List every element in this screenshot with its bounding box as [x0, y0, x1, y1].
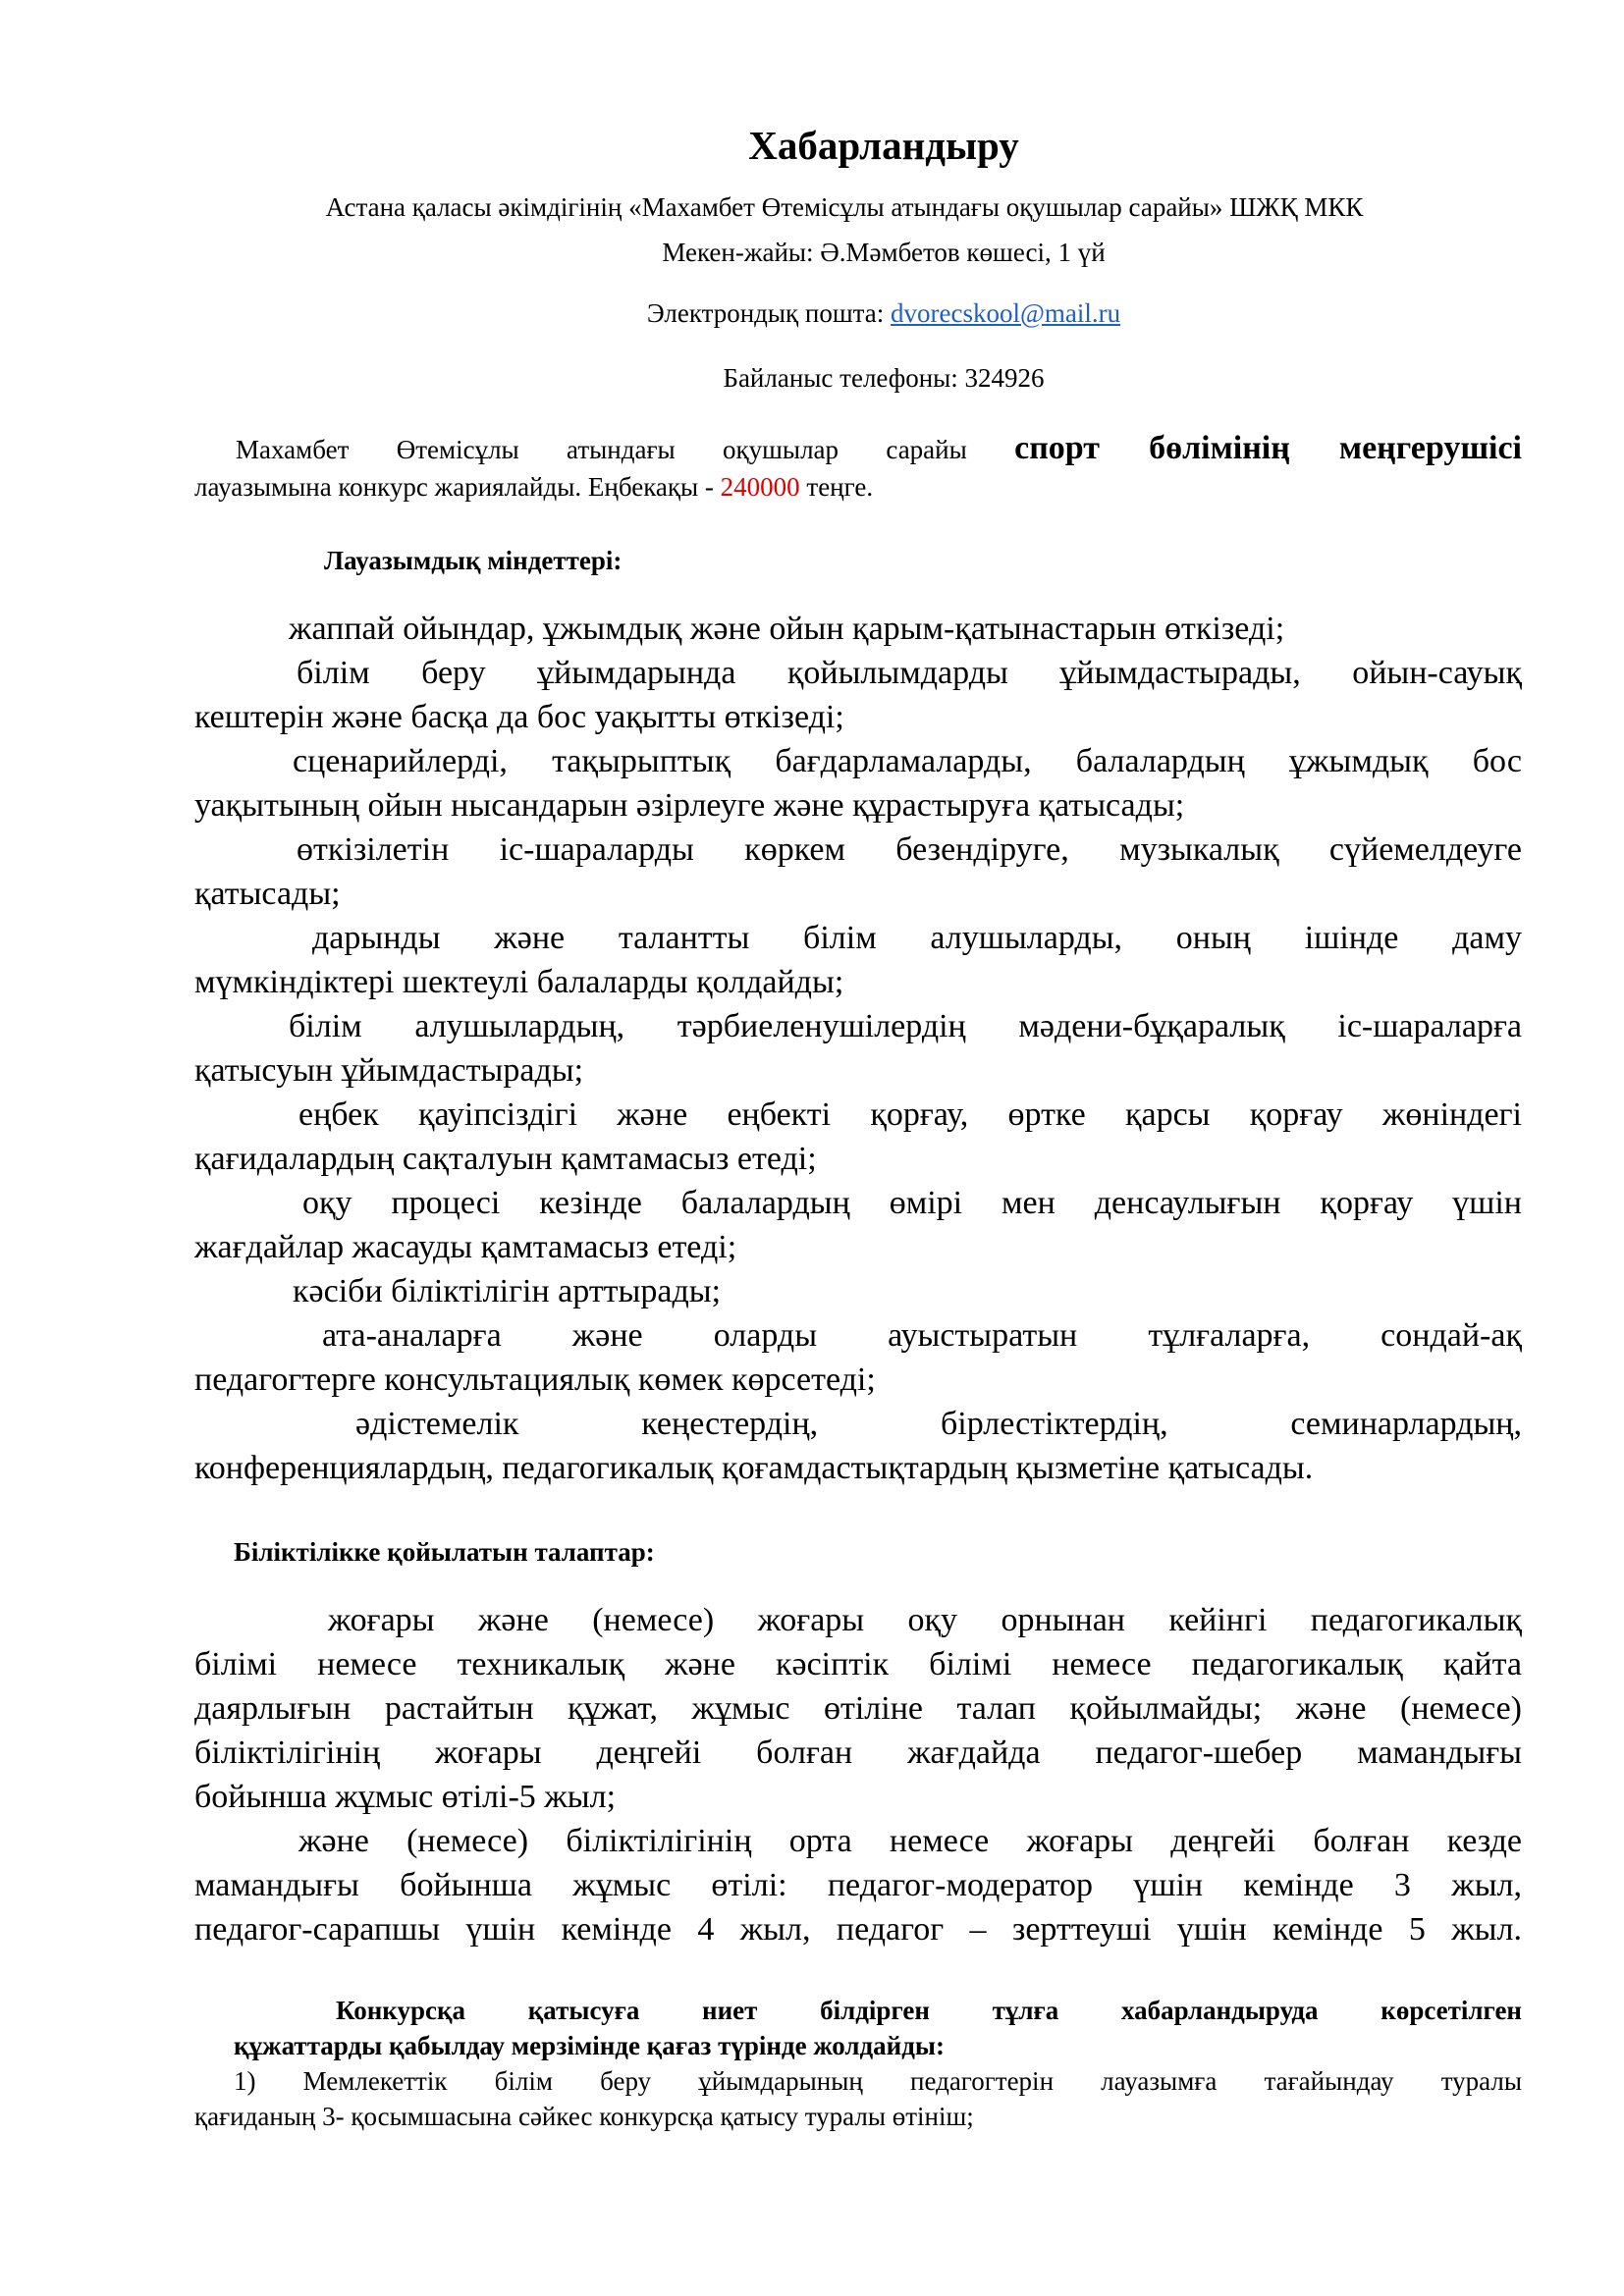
duty-item: білім беру ұйымдарында қойылымдарды ұйымдастырады, ойын-сауық кештерін және басқа да бос уақытты өткізеді;	[194, 655, 1522, 735]
organization-line: Астана қаласы әкімдігінің «Махамбет Өтемісұлы атындағы оқушылар сарайы» ШЖҚ МКК	[325, 192, 1364, 222]
duty-item: жаппай ойындар, ұжымдық және ойын қарым-қатынастарын өткізеді;	[289, 611, 1285, 647]
duty-item: дарынды және талантты білім алушыларды, оның ішінде даму мүмкіндіктері шектеулі балаларды қолдайды;	[194, 920, 1522, 1000]
duty-item: еңбек қауіпсіздігі және еңбекті қорғау, өртке қарсы қорғау жөніндегі қағидалардың сақталуын қамтамасыз етеді;	[194, 1096, 1522, 1177]
duty-item: өткізілетін іс-шараларды көркем безендіруге, музыкалық сүйемелдеуге қатысады;	[194, 831, 1522, 912]
duties-list	[194, 607, 1522, 1490]
intro-paragraph	[194, 428, 1522, 504]
email-line	[0, 298, 1624, 329]
document-item-1: 1) Мемлекеттік білім беру ұйымдарының педагогтерін лауазымға тағайындау туралы қағиданың 3- қосымшасына сәйкес конкурсқа қатысу туралы өтініш;	[194, 2066, 1522, 2131]
duty-item: білім алушылардың, тәрбиеленушілердің мәдени-бұқаралық іс-шараларға қатысуын ұйымдастырады;	[194, 1008, 1522, 1089]
announcement-title: Хабарландыру	[748, 123, 1019, 168]
requirements-list	[194, 1598, 1522, 1951]
position-name: спорт бөлімінің меңгерушісі	[1014, 430, 1523, 466]
requirement-item: жоғары және (немесе) жоғары оқу орнынан кейінгі педагогикалық білімі немесе техникалық және кәсіптік білімі немесе педагогикалық қайта даярлығын растайтын құжат, жұмыс өтіліне талап қойылмайды; және (немесе) біліктілігінің жоғары деңгейі болған жағдайда педагог-шебер мамандығы бойынша жұмыс өтілі-5 жыл;	[194, 1602, 1522, 1815]
salary-value: 240000	[720, 472, 800, 502]
requirements-heading: Біліктілікке қойылатын талаптар:	[234, 1537, 655, 1567]
duty-item: әдістемелік кеңестердің, бірлестіктердің, семинарлардың, конференциялардың, педагогикалық қоғамдастықтардың қызметіне қатысады.	[194, 1406, 1522, 1486]
duty-item: ата-аналарға және оларды ауыстыратын тұлғаларға, сондай-ақ педагогтерге консультациялық көмек көрсетеді;	[194, 1317, 1522, 1398]
email-link[interactable]: dvorecskool@mail.ru	[891, 298, 1121, 328]
requirement-item: және (немесе) біліктілігінің орта немесе жоғары деңгейі болған кезде мамандығы бойынша жұмыс өтілі: педагог-модератор үшін кемінде 3 жыл, педагог-сарапшы үшін кемінде 4 жыл, педагог – зерттеуші үшін кемінде 5 жыл.	[194, 1823, 1522, 1948]
email-label: Электрондық пошта:	[646, 298, 892, 328]
documents-heading: Конкурсқа қатысуға ниет білдірген тұлға хабарландыруда көрсетілген құжаттарды қабылдау мерзімінде қағаз түрінде жолдайды:	[234, 1996, 1522, 2060]
phone-line: Байланыс телефоны: 324926	[723, 363, 1045, 393]
duty-item: оқу процесі кезінде балалардың өмірі мен денсаулығын қорғау үшін жағдайлар жасауды қамтамасыз етеді;	[194, 1185, 1522, 1265]
duties-heading: Лауазымдық міндеттері:	[324, 546, 623, 575]
intro-line-2: лауазымына конкурс жариялайды. Еңбекақы - 240000 теңге.	[194, 472, 874, 502]
duty-item: сценарийлерді, тақырыптық бағдарламаларды, балалардың ұжымдық бос уақытының ойын нысандарын әзірлеуге және құрастыруға қатысады;	[194, 743, 1522, 824]
duty-item: кәсіби біліктілігін арттырады;	[293, 1273, 722, 1309]
intro-line-1: Махамбет Өтемісұлы атындағы оқушылар сарайы спорт бөлімінің меңгерушісі	[236, 430, 1523, 466]
address-line: Мекен-жайы: Ә.Мәмбетов көшесі, 1 үй	[662, 238, 1106, 267]
